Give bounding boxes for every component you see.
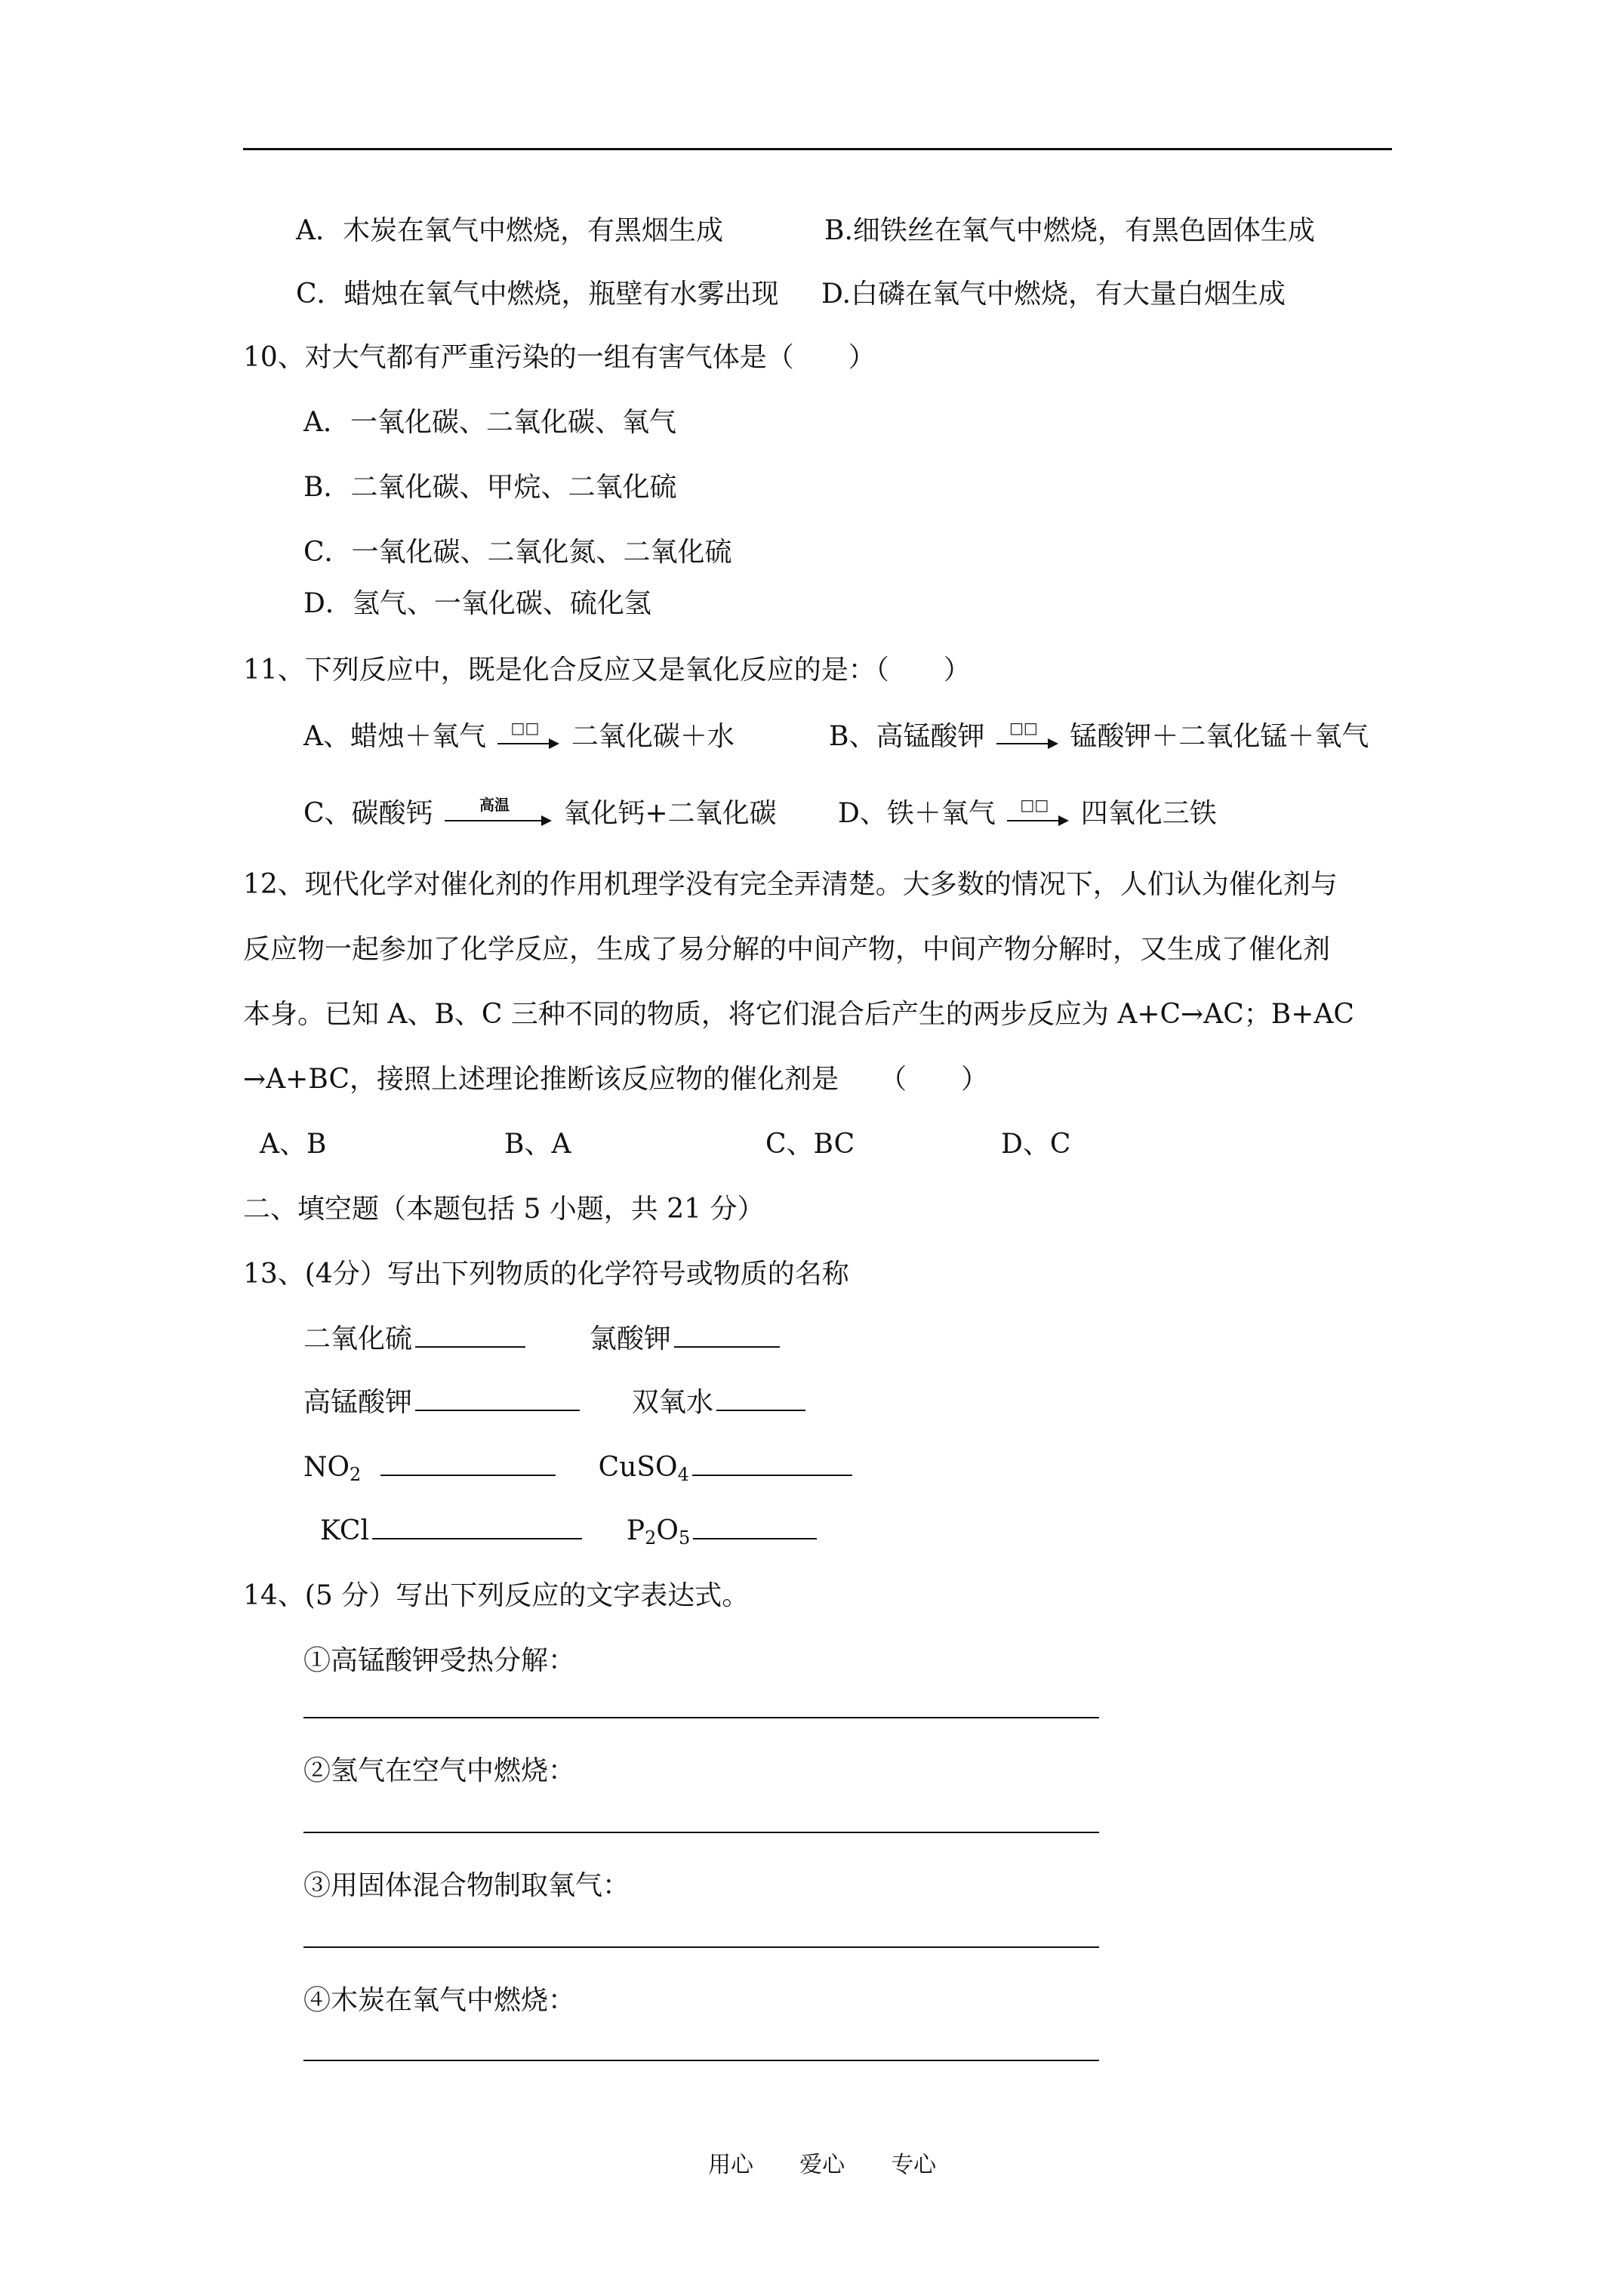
header-rule <box>243 148 1392 150</box>
arrow-condition: □□ <box>1020 796 1049 814</box>
answer-blank[interactable] <box>380 1452 556 1476</box>
q13-formula: CuSO$_4$ <box>598 1452 689 1485</box>
answer-blank[interactable] <box>415 1324 525 1348</box>
arrow-condition: 高温 <box>479 796 510 814</box>
q12-line-3: 本身。已知 A、B、C 三种不同的物质，将它们混合后产生的两步反应为 A+C→AC；B+AC <box>243 999 1354 1030</box>
q12-line-1: 12、现代化学对催化剂的作用机理学没有完全弄清楚。大多数的情况下，人们认为催化剂与 <box>243 869 1338 900</box>
answer-blank[interactable] <box>716 1387 805 1411</box>
q9-option-d: D.白磷在氧气中燃烧，有大量白烟生成 <box>821 279 1286 310</box>
reaction-arrow-icon <box>996 719 1058 752</box>
q13-stem: 13、(4分）写出下列物质的化学符号或物质的名称 <box>243 1259 849 1290</box>
q12-option-d: D、C <box>1001 1129 1071 1160</box>
q12-option-c: C、BC <box>765 1129 855 1160</box>
q11-d-products: 四氧化三铁 <box>1080 798 1217 829</box>
q10-stem: 10、对大气都有严重污染的一组有害气体是（ ） <box>243 342 876 373</box>
answer-blank[interactable] <box>693 1515 817 1539</box>
q12-line-4: →A+BC，接照上述理论推断该反应物的催化剂是 （ ） <box>243 1064 988 1095</box>
q13-label: 氯酸钾 <box>589 1324 671 1354</box>
reaction-arrow-icon <box>445 796 552 829</box>
footer-word: 专心 <box>891 2152 937 2178</box>
q9-option-c: C．蜡烛在氧气中燃烧，瓶壁有水雾出现 <box>296 279 779 310</box>
q10-option-a: A．一氧化碳、二氧化碳、氧气 <box>303 407 676 438</box>
q13-label: 高锰酸钾 <box>303 1387 413 1418</box>
q11-option-c <box>303 797 777 831</box>
q10-option-b: B．二氧化碳、甲烷、二氧化硫 <box>303 472 677 503</box>
q13-formula: $NO_2$ <box>303 1452 362 1485</box>
footer-word: 用心 <box>708 2152 753 2178</box>
q10-option-c: C．一氧化碳、二氧化氮、二氧化硫 <box>303 537 732 568</box>
q14-stem: 14、(5 分）写出下列反应的文字表达式。 <box>243 1580 750 1611</box>
arrow-condition: □□ <box>510 719 540 737</box>
answer-blank[interactable] <box>692 1452 852 1476</box>
q13-row-3 <box>303 1451 852 1491</box>
q13-row-2 <box>303 1386 805 1419</box>
q11-c-products: 氧化钙+二氧化碳 <box>563 798 777 829</box>
answer-blank[interactable] <box>674 1324 780 1348</box>
q13-formula: KCl <box>320 1515 369 1546</box>
q13-label: 二氧化硫 <box>303 1324 413 1354</box>
q11-b-reactants: B、高锰酸钾 <box>829 721 985 752</box>
q14-item-3: ③用固体混合物制取氧气： <box>303 1870 630 1901</box>
answer-line[interactable] <box>303 1832 1099 1833</box>
q11-c-reactants: C、碳酸钙 <box>303 798 433 829</box>
reaction-arrow-icon <box>497 719 559 752</box>
arrow-condition: □□ <box>1009 719 1038 737</box>
q13-label: 双氧水 <box>631 1387 713 1418</box>
q11-stem: 11、下列反应中，既是化合反应又是氧化反应的是：（ ） <box>243 655 971 686</box>
q11-b-products: 锰酸钾＋二氧化锰＋氧气 <box>1070 721 1369 752</box>
answer-blank[interactable] <box>415 1387 580 1411</box>
answer-line[interactable] <box>303 1717 1099 1718</box>
q14-item-1: ①高锰酸钾受热分解： <box>303 1645 576 1676</box>
section-heading: 二、填空题（本题包括 5 小题，共 21 分） <box>243 1194 765 1225</box>
q13-row-4 <box>320 1515 817 1555</box>
q10-option-d: D．氢气、一氧化碳、硫化氢 <box>303 588 651 619</box>
q14-item-2: ②氢气在空气中燃烧： <box>303 1755 576 1786</box>
q11-a-reactants: A、蜡烛＋氧气 <box>303 721 486 752</box>
q12-option-b: B、A <box>504 1129 571 1160</box>
q13-formula: $P_2O_5$ <box>626 1515 691 1549</box>
q11-option-b <box>829 720 1369 754</box>
q9-option-b: B.细铁丝在氧气中燃烧，有黑色固体生成 <box>824 215 1315 246</box>
answer-line[interactable] <box>303 1946 1099 1948</box>
answer-blank[interactable] <box>372 1515 582 1539</box>
footer-word: 爱心 <box>799 2152 845 2178</box>
q11-option-d <box>838 797 1217 831</box>
q11-a-products: 二氧化碳＋水 <box>571 721 735 752</box>
q11-option-a <box>303 720 735 754</box>
page-footer <box>708 2146 936 2179</box>
q12-line-2: 反应物一起参加了化学反应，生成了易分解的中间产物，中间产物分解时，又生成了催化剂 <box>243 934 1331 965</box>
q14-item-4: ④木炭在氧气中燃烧： <box>303 1985 576 2016</box>
reaction-arrow-icon <box>1007 796 1069 829</box>
q9-option-a: A．木炭在氧气中燃烧，有黑烟生成 <box>296 215 723 246</box>
q11-d-reactants: D、铁＋氧气 <box>838 798 996 829</box>
answer-line[interactable] <box>303 2060 1099 2061</box>
q13-row-1 <box>303 1323 780 1356</box>
q12-option-a: A、B <box>260 1129 327 1160</box>
